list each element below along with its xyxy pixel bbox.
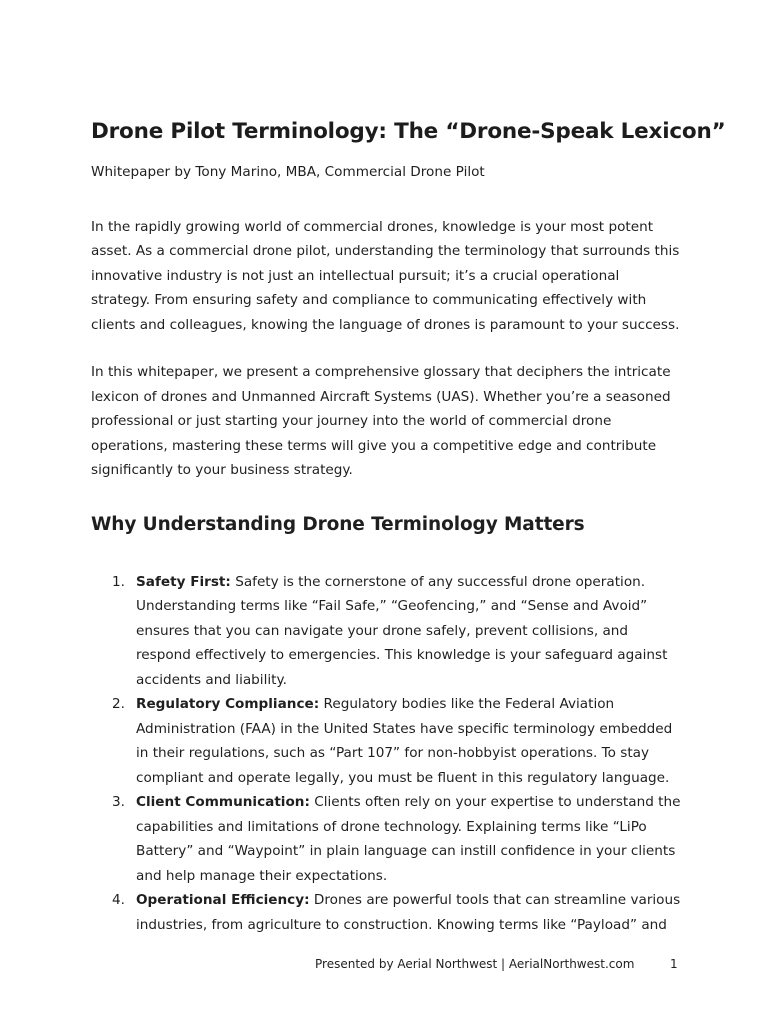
intro-paragraph-2: In this whitepaper, we present a comprehensive glossary that deciphers the intricate lexicon of drones and Unmanned Aircraft Systems (UAS). Whether you’re a seasoned professional or just starting your journey into the world of commercial drone operations, mastering these terms will give you a competitive edge and contribute significantly to your business strategy. bbox=[91, 364, 671, 479]
list-term: Operational Efficiency: bbox=[136, 892, 310, 909]
list-number: 1. bbox=[112, 573, 125, 590]
document-title: Drone Pilot Terminology: The “Drone-Speak Lexicon” bbox=[91, 119, 726, 144]
list-item bbox=[91, 790, 681, 888]
document-subtitle: Whitepaper by Tony Marino, MBA, Commercial Drone Pilot bbox=[91, 163, 485, 180]
section-heading: Why Understanding Drone Terminology Matters bbox=[91, 513, 585, 535]
list-term: Client Communication: bbox=[136, 794, 310, 811]
list-text: Drones are powerful tools that can streamline various industries, from agriculture to construction. Knowing terms like “Payload” and bbox=[136, 892, 681, 933]
reasons-list bbox=[91, 570, 768, 938]
list-number: 2. bbox=[112, 696, 125, 713]
list-item bbox=[91, 692, 681, 790]
footer-text: Presented by Aerial Northwest | AerialNorthwest.com bbox=[315, 957, 635, 971]
list-item bbox=[91, 888, 681, 937]
list-number: 4. bbox=[112, 892, 125, 909]
list-item bbox=[91, 570, 681, 693]
list-text: Clients often rely on your expertise to understand the capabilities and limitations of drone technology. Explaining terms like “LiPo Battery” and “Waypoint” in plain language can instill confidence in your clients and help manage their expectations. bbox=[136, 794, 681, 884]
intro-paragraph-1: In the rapidly growing world of commercial drones, knowledge is your most potent asset. As a commercial drone pilot, understanding the terminology that surrounds this innovative industry is not just an intellectual pursuit; it’s a crucial operational strategy. From ensuring safety and compliance to communicating effectively with clients and colleagues, knowing the language of drones is paramount to your success. bbox=[91, 218, 680, 333]
list-term: Safety First: bbox=[136, 573, 231, 590]
list-text: Safety is the cornerstone of any successful drone operation. Understanding terms like “Fail Safe,” “Geofencing,” and “Sense and Avoid” ensures that you can navigate your drone safely, prevent collisions, and respond effectively to emergencies. This knowledge is your safeguard against accidents and liability. bbox=[136, 573, 668, 688]
page-number: 1 bbox=[670, 957, 678, 971]
list-term: Regulatory Compliance: bbox=[136, 696, 320, 713]
list-number: 3. bbox=[112, 794, 125, 811]
list-text: Regulatory bodies like the Federal Aviation Administration (FAA) in the United States have specific terminology embedded in their regulations, such as “Part 107” for non-hobbyist operations. To stay compliant and operate legally, you must be fluent in this regulatory language. bbox=[136, 696, 673, 786]
